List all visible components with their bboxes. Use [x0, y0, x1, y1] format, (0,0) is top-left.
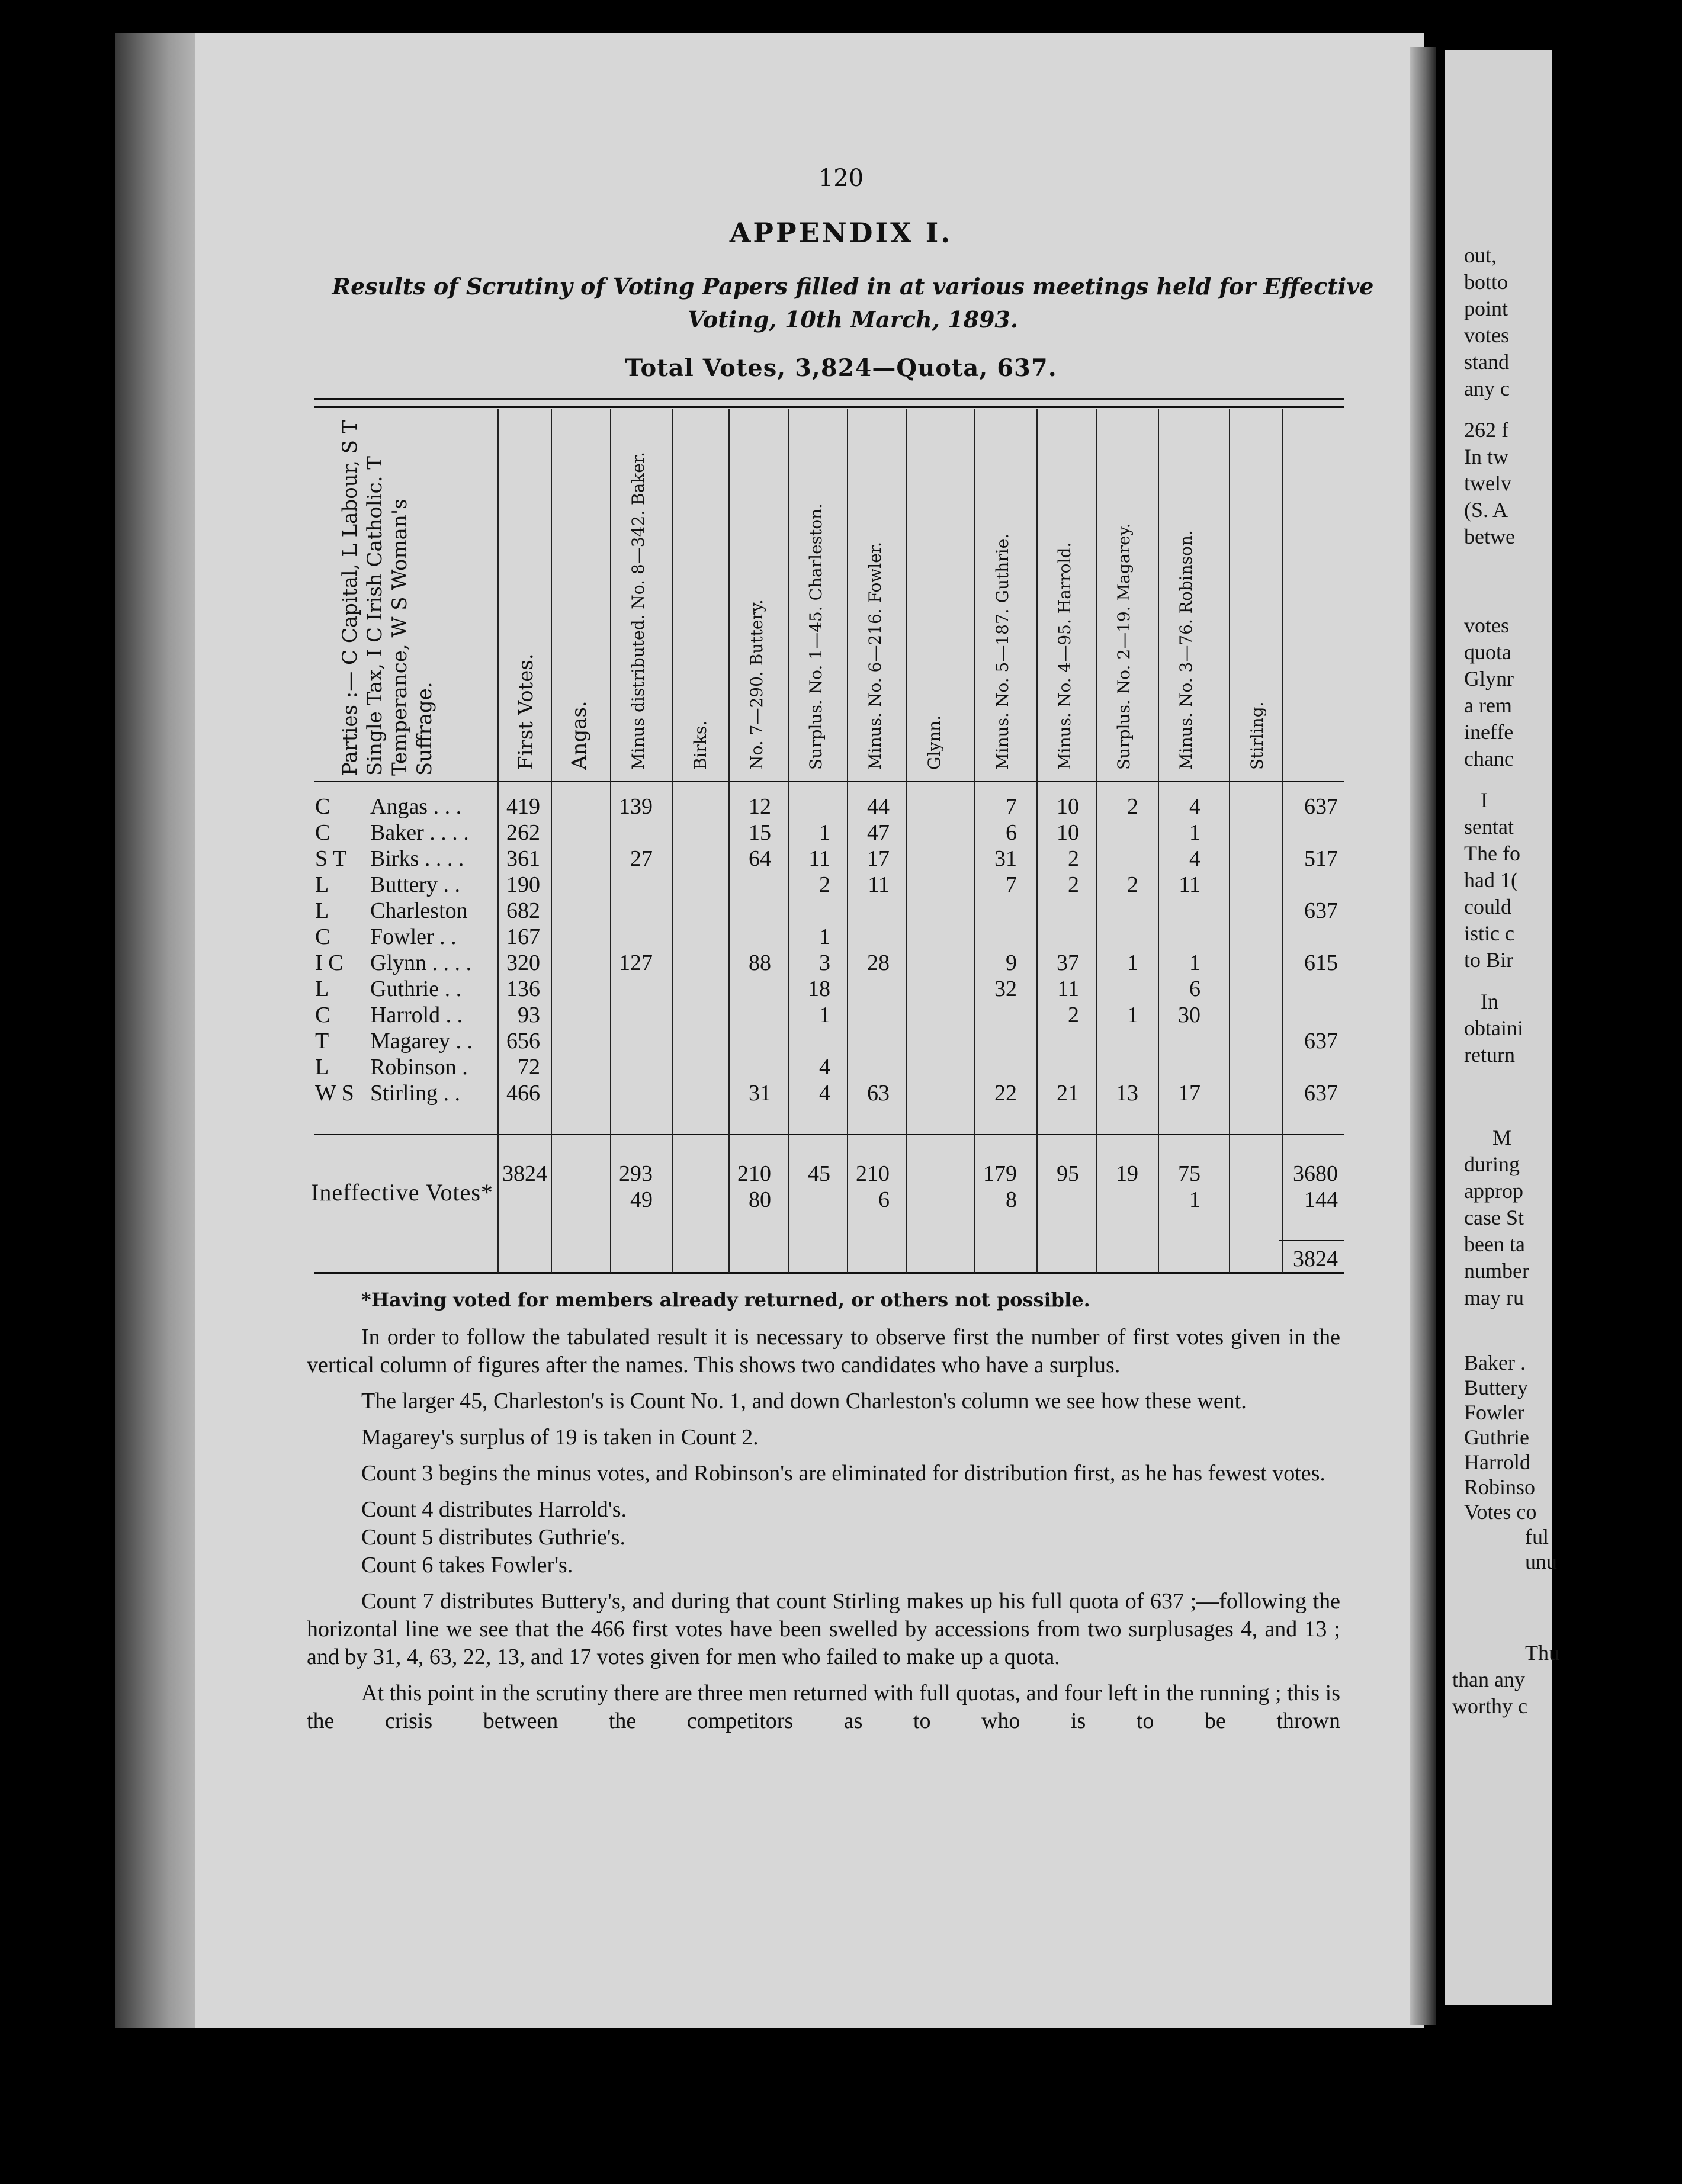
table-cell-first: 466: [506, 1081, 540, 1106]
ineffective-guthrie: 8: [1006, 1187, 1017, 1212]
table-cell-fowler: 28: [867, 950, 890, 975]
right-page-fragment: could: [1464, 895, 1511, 918]
party-code: L: [315, 1055, 329, 1080]
table-cell-first: 190: [506, 872, 540, 897]
table-cell-charleston: 4: [819, 1081, 830, 1106]
column-header: Minus. No. 6—216. Fowler.: [865, 541, 885, 770]
right-page-fragment: Fowler: [1464, 1401, 1524, 1424]
right-page-fragment: during: [1464, 1152, 1520, 1176]
column-rule: [1229, 409, 1230, 1273]
column-rule: [497, 409, 499, 1273]
column-total-total: 3680: [1293, 1161, 1338, 1186]
column-rule: [551, 409, 552, 1273]
party-code: S T: [315, 846, 347, 871]
column-header: Glynn.: [925, 715, 944, 770]
table-cell-first: 93: [518, 1003, 540, 1027]
right-page-fragment: The fo: [1464, 842, 1520, 865]
column-header: Angas.: [567, 701, 591, 770]
column-rule: [906, 409, 907, 1273]
ineffective-votes-label: Ineffective Votes*: [311, 1179, 493, 1206]
table-cell-first: 419: [506, 794, 540, 819]
table-cell-charleston: 11: [808, 846, 830, 871]
quota-text: Quota, 637.: [896, 354, 1057, 382]
table-footnote: *Having voted for members already returned, or others not possible.: [361, 1289, 1090, 1311]
right-page-fragment: any c: [1464, 377, 1510, 400]
page-number: 120: [818, 165, 864, 192]
table-cell-baker: 127: [619, 950, 653, 975]
body-paragraph: Count 4 distributes Harrold's.: [361, 1497, 627, 1522]
right-page-fragment: In: [1481, 990, 1498, 1013]
table-cell-baker: 27: [630, 846, 653, 871]
table-cell-fowler: 47: [867, 820, 890, 845]
party-code: W S: [315, 1081, 354, 1106]
total-votes-text: Total Votes, 3,824—: [625, 354, 897, 382]
header-parties: Parties :— C Capital, L Labour, S T Single Tax, I C Irish Catholic. T Temperance, W S Woman's Suffrage.: [338, 420, 436, 776]
right-page-fragment: votes: [1464, 614, 1509, 637]
table-cell-buttery: 88: [749, 950, 771, 975]
right-page-fragment: case St: [1464, 1206, 1524, 1229]
right-page-fragment: out,: [1464, 243, 1497, 267]
table-cell-magarey: 1: [1127, 950, 1138, 975]
right-page-fragment: a rem: [1464, 693, 1512, 717]
totals-line: [0, 354, 1682, 382]
table-caption: Results of Scrutiny of Voting Papers filled in at various meetings held for Effective Voting, 10th March, 1893.: [332, 273, 1374, 333]
header-rule: [314, 781, 1344, 782]
candidate-name: Glynn . . . .: [370, 950, 471, 975]
candidate-name: Robinson .: [370, 1055, 468, 1080]
table-cell-first: 167: [506, 924, 540, 949]
body-paragraph: Count 5 distributes Guthrie's.: [361, 1525, 625, 1550]
table-cell-magarey: 13: [1116, 1081, 1138, 1106]
table-cell-guthrie: 6: [1006, 820, 1017, 845]
right-page-fragment: approp: [1464, 1179, 1523, 1203]
right-page-fragment: (S. A: [1464, 498, 1508, 522]
right-page-fragment: 262 f: [1464, 418, 1508, 442]
ineffective-fowler: 6: [878, 1187, 890, 1212]
table-cell-robinson: 1: [1189, 950, 1200, 975]
table-cell-harrold: 2: [1068, 846, 1079, 871]
table-cell-fowler: 11: [868, 872, 890, 897]
table-top-rule-2: [314, 406, 1344, 408]
column-header: Surplus. No. 1—45. Charleston.: [806, 503, 826, 770]
body-paragraph: In order to follow the tabulated result it is necessary to observe first the number of first votes given in the vertical column of figures after the names. This shows two candidates who have a surplus.: [307, 1325, 1340, 1377]
table-cell-guthrie: 7: [1006, 872, 1017, 897]
party-code: C: [315, 1003, 330, 1027]
candidate-name: Birks . . . .: [370, 846, 464, 871]
column-header: Minus. No. 4—95. Harrold.: [1055, 542, 1074, 770]
right-page-fragment: I: [1481, 788, 1488, 812]
right-page-fragment: stand: [1464, 350, 1509, 374]
body-paragraph: Count 3 begins the minus votes, and Robinson's are eliminated for distribution first, as he has fewest votes.: [361, 1461, 1325, 1486]
table-cell-buttery: 64: [749, 846, 771, 871]
column-header: Minus. No. 5—187. Guthrie.: [993, 533, 1012, 770]
body-paragraph: Count 7 distributes Buttery's, and during that count Stirling makes up his full quota of 637 ;—following the horizontal line we see that the 466 first votes have been swelled by accessions from two surplusages 4, and 13 ; and by 31, 4, 63, 22, 13, and 17 votes given for men who failed to make up a quota.: [307, 1589, 1340, 1669]
table-cell-charleston: 18: [808, 977, 830, 1001]
appendix-title: APPENDIX I.: [729, 217, 953, 249]
table-cell-fowler: 63: [867, 1081, 890, 1106]
column-total-charleston: 45: [808, 1161, 830, 1186]
column-rule: [728, 409, 730, 1273]
table-cell-total: 637: [1304, 1029, 1338, 1054]
right-page-fragment: chanc: [1464, 747, 1514, 770]
table-cell-baker: 139: [619, 794, 653, 819]
table-cell-total: 637: [1304, 898, 1338, 923]
ineffective-baker: 49: [630, 1187, 653, 1212]
table-cell-buttery: 31: [749, 1081, 771, 1106]
column-rule: [672, 409, 673, 1273]
table-cell-guthrie: 7: [1006, 794, 1017, 819]
table-cell-magarey: 1: [1127, 1003, 1138, 1027]
right-page-fragment: been ta: [1464, 1232, 1525, 1256]
table-cell-robinson: 30: [1178, 1003, 1200, 1027]
table-cell-fowler: 17: [867, 846, 890, 871]
column-total-robinson: 75: [1178, 1161, 1200, 1186]
right-page-fragment: Buttery: [1464, 1376, 1528, 1399]
column-total-baker: 293: [619, 1161, 653, 1186]
table-cell-robinson: 11: [1179, 872, 1200, 897]
table-cell-total: 637: [1304, 794, 1338, 819]
table-cell-charleston: 2: [819, 872, 830, 897]
column-total-buttery: 210: [737, 1161, 771, 1186]
right-page-fragment: to Bir: [1464, 948, 1514, 972]
right-page-fragment: Harrold: [1464, 1450, 1530, 1474]
party-code: L: [315, 898, 329, 923]
right-page-fragment: unu: [1525, 1550, 1557, 1573]
right-page-fragment: had 1(: [1464, 868, 1518, 892]
table-cell-magarey: 2: [1127, 872, 1138, 897]
column-total-guthrie: 179: [983, 1161, 1017, 1186]
right-page-fragment: quota: [1464, 640, 1511, 664]
column-rule: [847, 409, 848, 1273]
body-text: [307, 1324, 1340, 1743]
right-page-fragment: votes: [1464, 323, 1509, 347]
column-total-harrold: 95: [1057, 1161, 1079, 1186]
right-page-fragment: point: [1464, 297, 1508, 320]
column-total-first: 3824: [502, 1161, 547, 1186]
table-cell-guthrie: 9: [1006, 950, 1017, 975]
column-rule: [610, 409, 611, 1273]
table-cell-guthrie: 22: [994, 1081, 1017, 1106]
table-cell-harrold: 11: [1057, 977, 1079, 1001]
table-cell-charleston: 3: [819, 950, 830, 975]
candidate-name: Baker . . . .: [370, 820, 469, 845]
right-page-fragment: botto: [1464, 270, 1508, 294]
table-cell-guthrie: 31: [994, 846, 1017, 871]
right-page-fragment: may ru: [1464, 1286, 1524, 1309]
column-header: No. 7—290. Buttery.: [747, 599, 766, 770]
table-cell-robinson: 6: [1189, 977, 1200, 1001]
right-page-fragment: Baker .: [1464, 1351, 1526, 1374]
column-header: Stirling.: [1247, 701, 1267, 770]
table-cell-first: 320: [506, 950, 540, 975]
grand-total: 3824: [1293, 1247, 1338, 1271]
party-code: L: [315, 872, 329, 897]
table-cell-charleston: 1: [819, 1003, 830, 1027]
table-cell-first: 361: [506, 846, 540, 871]
table-cell-buttery: 12: [749, 794, 771, 819]
party-code: L: [315, 977, 329, 1001]
table-cell-robinson: 1: [1189, 820, 1200, 845]
column-header: Minus. No. 3—76. Robinson.: [1176, 530, 1196, 770]
column-rule: [1036, 409, 1038, 1273]
page-gutter: [1410, 47, 1436, 2025]
column-total-fowler: 210: [856, 1161, 890, 1186]
table-cell-harrold: 21: [1057, 1081, 1079, 1106]
party-code: C: [315, 820, 330, 845]
body-paragraph: Magarey's surplus of 19 is taken in Count 2.: [361, 1425, 759, 1450]
table-cell-first: 656: [506, 1029, 540, 1054]
book-binding: [115, 33, 204, 2028]
right-page-fragment: than any: [1452, 1668, 1525, 1691]
body-paragraph: The larger 45, Charleston's is Count No. 1, and down Charleston's column we see how these went.: [361, 1389, 1247, 1414]
party-code: I C: [315, 950, 344, 975]
table-cell-magarey: 2: [1127, 794, 1138, 819]
right-page-fragment: In tw: [1464, 445, 1508, 468]
table-top-rule: [314, 398, 1344, 400]
right-page-fragment: Guthrie: [1464, 1425, 1529, 1449]
right-page-fragment: sentat: [1464, 815, 1514, 839]
table-cell-first: 136: [506, 977, 540, 1001]
table-cell-first: 682: [506, 898, 540, 923]
candidate-name: Harrold . .: [370, 1003, 463, 1027]
column-rule: [1096, 409, 1097, 1273]
table-cell-total: 517: [1304, 846, 1338, 871]
body-paragraph: At this point in the scrutiny there are three men returned with full quotas, and four left in the running ; this is the crisis between the competitors as to who is to be thrown: [307, 1681, 1340, 1733]
column-header: Surplus. No. 2—19. Magarey.: [1114, 523, 1134, 770]
right-page-fragment: Robinso: [1464, 1475, 1536, 1499]
candidate-name: Stirling . .: [370, 1081, 461, 1106]
right-page-fragment: Votes co: [1464, 1500, 1537, 1524]
candidate-name: Charleston: [370, 898, 468, 923]
table-cell-first: 72: [518, 1055, 540, 1080]
ineffective-buttery: 80: [749, 1187, 771, 1212]
candidate-name: Fowler . .: [370, 924, 457, 949]
table-cell-charleston: 1: [819, 924, 830, 949]
body-paragraph: Count 6 takes Fowler's.: [361, 1553, 573, 1578]
grand-total-rule: [1279, 1240, 1344, 1241]
table-cell-robinson: 17: [1178, 1081, 1200, 1106]
column-rule: [1158, 409, 1159, 1273]
table-bottom-rule: [314, 1272, 1344, 1274]
party-code: C: [315, 924, 330, 949]
table-cell-harrold: 2: [1068, 872, 1079, 897]
candidate-name: Magarey . .: [370, 1029, 473, 1054]
column-rule: [788, 409, 789, 1273]
right-page-fragment: M: [1492, 1126, 1512, 1149]
table-cell-total: 637: [1304, 1081, 1338, 1106]
right-page-fragment: ineffe: [1464, 720, 1514, 744]
column-rule: [1282, 409, 1283, 1273]
table-cell-robinson: 4: [1189, 794, 1200, 819]
right-page-fragment: number: [1464, 1259, 1529, 1283]
candidate-name: Buttery . .: [370, 872, 460, 897]
table-cell-total: 615: [1304, 950, 1338, 975]
right-page-fragment: return: [1464, 1043, 1515, 1067]
right-page-fragment: Thu: [1525, 1641, 1559, 1665]
ineffective-total: 144: [1304, 1187, 1338, 1212]
table-cell-harrold: 2: [1068, 1003, 1079, 1027]
table-cell-charleston: 1: [819, 820, 830, 845]
table-cell-buttery: 15: [749, 820, 771, 845]
right-page-fragment: obtaini: [1464, 1016, 1523, 1040]
party-code: C: [315, 794, 330, 819]
total-rule: [314, 1134, 1344, 1135]
column-header: Birks.: [691, 720, 710, 770]
right-page-fragment: istic c: [1464, 921, 1514, 945]
column-total-magarey: 19: [1116, 1161, 1138, 1186]
party-code: T: [315, 1029, 329, 1054]
right-page-fragment: twelv: [1464, 471, 1511, 495]
table-cell-harrold: 10: [1057, 794, 1079, 819]
ineffective-robinson: 1: [1189, 1187, 1200, 1212]
table-cell-fowler: 44: [867, 794, 890, 819]
candidate-name: Angas . . .: [370, 794, 462, 819]
table-cell-first: 262: [506, 820, 540, 845]
table-cell-harrold: 10: [1057, 820, 1079, 845]
right-page-fragment: ful: [1525, 1525, 1549, 1549]
column-header: First Votes.: [514, 653, 538, 770]
table-cell-charleston: 4: [819, 1055, 830, 1080]
right-page-fragment: Glynr: [1464, 667, 1514, 690]
table-cell-robinson: 4: [1189, 846, 1200, 871]
column-rule: [974, 409, 975, 1273]
candidate-name: Guthrie . .: [370, 977, 462, 1001]
table-cell-harrold: 37: [1057, 950, 1079, 975]
column-header: Minus distributed. No. 8—342. Baker.: [628, 451, 648, 770]
table-cell-guthrie: 32: [994, 977, 1017, 1001]
right-page-fragment: betwe: [1464, 525, 1515, 548]
right-page-fragment: worthy c: [1452, 1694, 1527, 1718]
